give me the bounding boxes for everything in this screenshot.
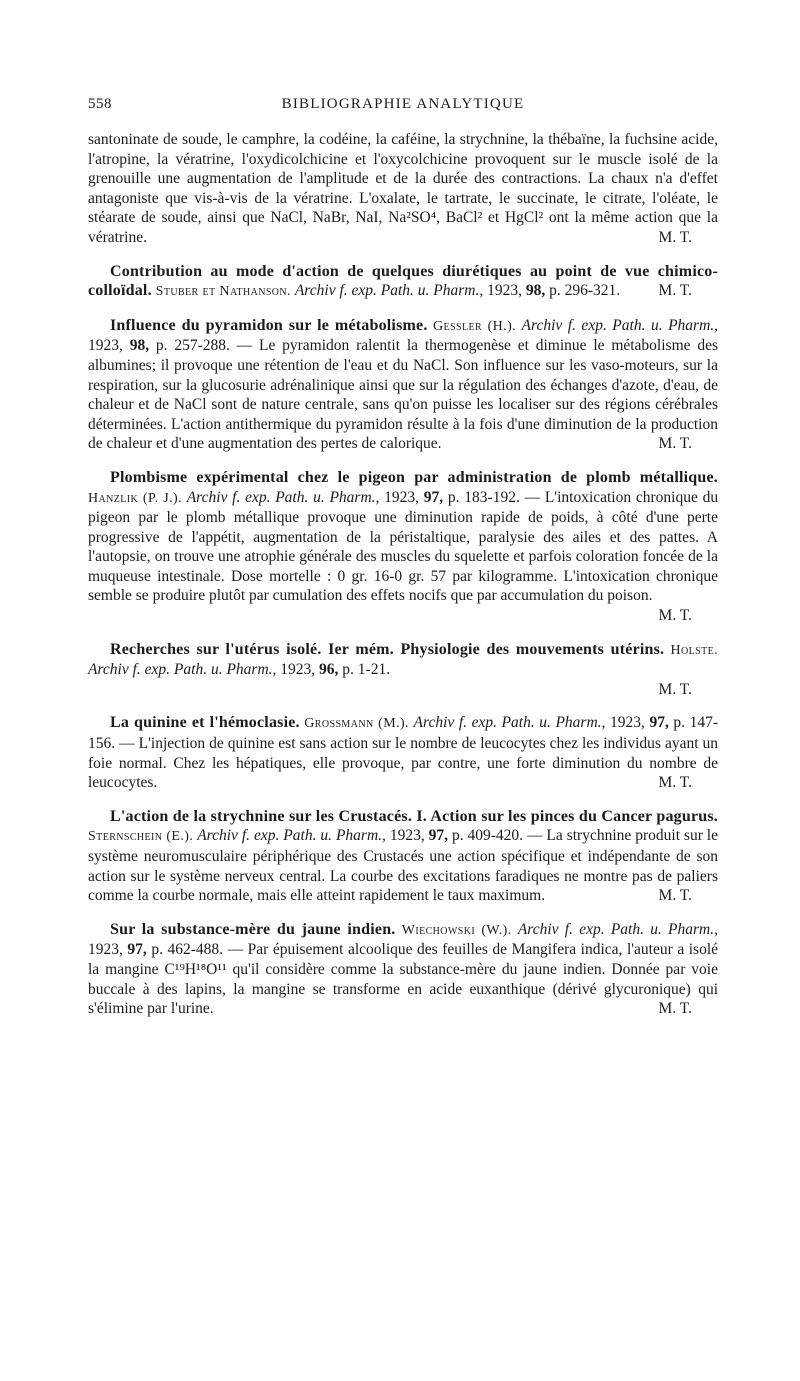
entry-volume: 97,	[649, 714, 669, 732]
entry-uterus	[88, 640, 718, 700]
intro-paragraph	[88, 130, 718, 248]
entry-title: Recherches sur l'utérus isolé. Ier mém. Physiologie des mouvements utérins.	[110, 640, 665, 658]
entry-body: — L'intoxication chronique du pigeon par le plomb métallique provoque une diminution rapide de poids, à côté d'une perte progressive de l'appétit, augmentation de la péristaltique, paralysie des ailes et des pattes. A l'autopsie, on trouve une atrophie générale des muscles du squelette et parfois coloration foncée de la muqueuse intestinale. Dose mortelle : 0 gr. 16-0 gr. 57 par kilogramme. L'intoxication chronique semble se produire plutôt par cumulation des effets nocifs que par accumulation du poison.	[88, 488, 719, 605]
entry-journal: Archiv f. exp. Path. u. Pharm.,	[88, 661, 277, 679]
entry-signature: M. T.	[658, 435, 692, 453]
entry-diuretiques	[88, 262, 718, 302]
entry-strychnine	[88, 807, 718, 906]
entry-author: Gessler (H.).	[433, 318, 517, 334]
entry-body: — Par épuisement alcoolique des feuilles de Mangifera indica, l'auteur a isolé la mangine C¹⁹H¹⁸O¹¹ qu'il considère comme la substance-mère du jaune indien. Donnée par voie buccale à des lapins, la mangine se transforme en acide euxanthique (dérivé glycuronique) qui s'élimine par l'urine.	[88, 941, 719, 1018]
entry-pages: p. 409-420.	[451, 827, 524, 845]
entry-body: — Le pyramidon ralentit la thermogenèse et diminue le métabolisme des albumines; il provoque une rétention de l'eau et du NaCl. Son influence sur les vaso-moteurs, sur la respiration, sur la glucosurie adrénalinique ainsi que sur la régulation des échanges d'azote, d'eau, de chaleur et de NaCl sont de nature centrale, sans qu'on puisse les localiser sur des régions cérébrales déterminées. L'action antithermique du pyramidon résulte à la fois d'une diminution de la production de chaleur et d'une augmentation des pertes de calorique.	[88, 337, 718, 453]
entry-year: 1923,	[487, 282, 522, 300]
entry-journal: Archiv f. exp. Path. u. Pharm.,	[517, 920, 718, 938]
entry-year: 1923,	[280, 661, 316, 679]
entry-volume: 98,	[129, 337, 150, 355]
entry-volume: 97,	[423, 488, 444, 506]
entry-year: 1923,	[389, 827, 425, 845]
entry-body: — La strychnine produit sur le système neuromusculaire périphérique des Crustacés une action spécifique et indépendante de son action sur le système nerveux central. La courbe des excitations faradiques ne montre pas de paliers comme la courbe normale, mais elle atteint rapidement le taux maximum.	[88, 827, 718, 905]
entry-body: — L'injection de quinine est sans action sur le nombre de leucocytes chez les individus ayant un foie normal. Chez les hépatiques, elle provoque, par contre, une forte diminution du nombre de leucocytes.	[88, 735, 719, 792]
entry-pyramidon	[88, 316, 718, 454]
entry-title: Plombisme expérimental chez le pigeon par administration de plomb métallique.	[110, 468, 718, 486]
entry-author: Sternschein (E.).	[88, 829, 194, 845]
entry-year: 1923,	[610, 714, 645, 732]
entry-title: L'action de la strychnine sur les Crustacés. I. Action sur les pinces du Cancer pagurus.	[110, 807, 718, 825]
entry-signature: M. T.	[658, 282, 692, 300]
entry-author: Hanzlik (P. J.).	[88, 490, 182, 506]
entry-plombisme	[88, 468, 718, 626]
entry-signature: M. T.	[658, 774, 692, 792]
entry-volume: 97,	[127, 941, 147, 959]
entry-signature: M. T.	[658, 887, 692, 905]
running-title: BIBLIOGRAPHIE ANALYTIQUE	[281, 96, 525, 112]
intro-text: santoninate de soude, le camphre, la codéine, la caféine, la strychnine, la thébaïne, la fuchsine acide, l'atropine, la vératrine, l'oxydicolchicine et l'oxycolchicine provoquent sur le muscle isolé de la grenouille une augmentation de l'amplitude et de la durée des contractions. La chaux n'a d'effet antagoniste que vis-à-vis de la vératrine. L'oxalate, le tartrate, le succinate, le citrate, l'oléate, le stéarate de soude, ainsi que NaCl, NaBr, NaI, Na²SO⁴, BaCl² et HgCl² ont la même action que la vératrine.	[88, 131, 718, 246]
entry-pages: p. 183-192.	[447, 488, 520, 506]
page-number: 558	[88, 96, 112, 112]
entry-jaune-indien	[88, 920, 718, 1019]
entry-pages: p. 296-321.	[549, 282, 621, 300]
entry-signature: M. T.	[658, 680, 692, 698]
entry-journal: Archiv f. exp. Path. u. Pharm.,	[186, 488, 380, 506]
entry-year: 1923,	[384, 488, 420, 506]
page	[88, 96, 718, 1033]
entry-signature: M. T.	[658, 1000, 692, 1018]
entry-year: 1923,	[88, 337, 123, 355]
entry-volume: 98,	[525, 282, 546, 300]
entry-pages: p. 1-21.	[342, 661, 391, 679]
entry-volume: 96,	[319, 661, 339, 679]
entry-title: Influence du pyramidon sur le métabolisme.	[110, 316, 428, 334]
entry-year: 1923,	[88, 941, 123, 959]
entry-journal: Archiv f. exp. Path. u. Pharm.,	[294, 282, 484, 300]
entry-signature: M. T.	[658, 607, 692, 625]
entry-author: Grossmann (M.).	[304, 716, 409, 732]
entry-pages: p. 147-156.	[88, 714, 719, 753]
entry-journal: Archiv f. exp. Path. u. Pharm.,	[521, 316, 719, 334]
entry-pages: p. 257-288.	[155, 337, 230, 355]
entry-pages: p. 462-488.	[151, 941, 224, 959]
entry-author: Stuber et Nathanson.	[155, 284, 291, 300]
entry-quinine	[88, 713, 718, 792]
entry-volume: 97,	[428, 827, 449, 845]
page-header	[88, 96, 718, 120]
entry-author: Wiechowski (W.).	[401, 922, 512, 938]
entry-author: Holste.	[670, 642, 719, 658]
entry-journal: Archiv f. exp. Path. u. Pharm.,	[413, 714, 606, 732]
entry-journal: Archiv f. exp. Path. u. Pharm.,	[197, 827, 386, 845]
entry-title: Sur la substance-mère du jaune indien.	[110, 920, 396, 938]
entry-title: La quinine et l'hémoclasie.	[110, 714, 300, 732]
intro-signature: M. T.	[658, 228, 692, 246]
entry-title: Contribution au mode d'action de quelques diurétiques au point de vue chimico-colloïdal.	[88, 262, 718, 300]
